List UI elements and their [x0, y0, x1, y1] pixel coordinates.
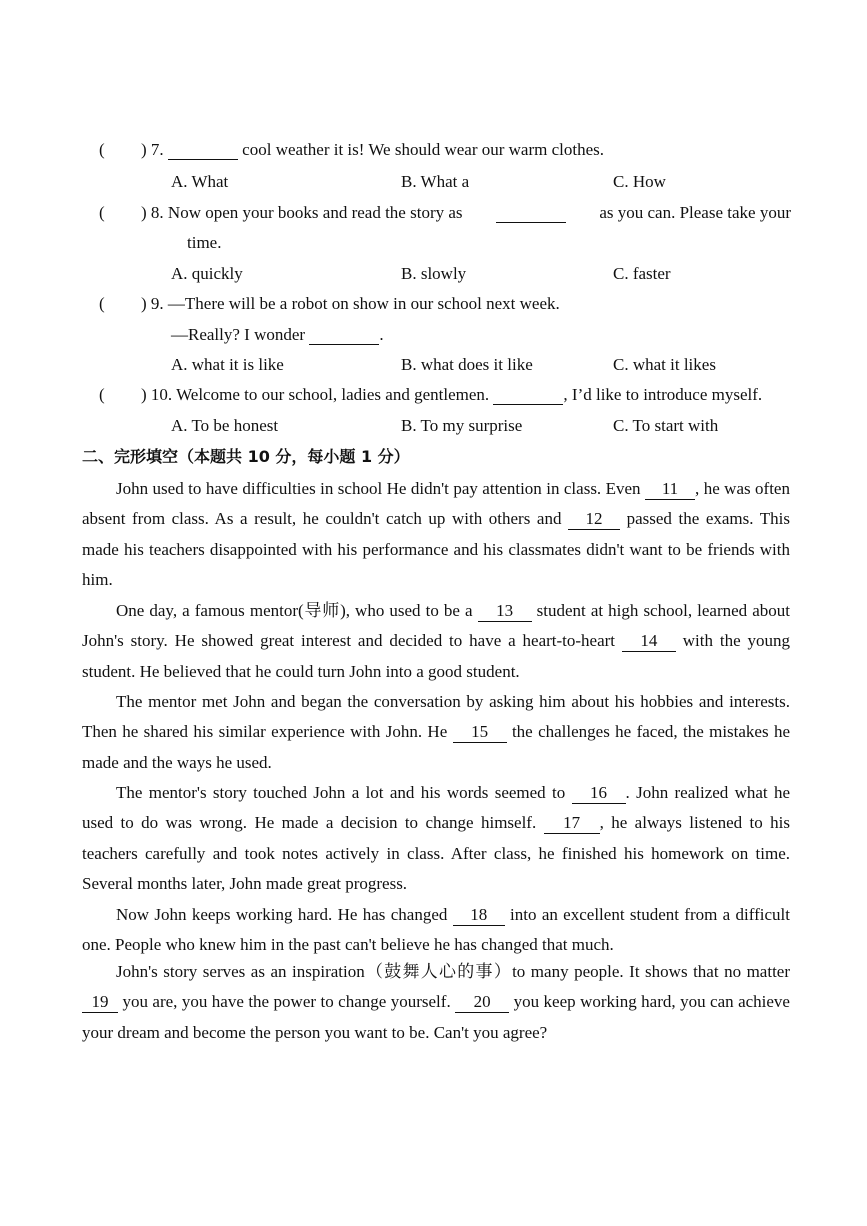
- cloze-blank-16: 16: [572, 783, 626, 804]
- question-8-option-b: B. slowly: [401, 264, 467, 283]
- cloze-blank-14: 14: [622, 631, 676, 652]
- question-10-option-a: A. To be honest: [171, 416, 279, 435]
- question-9-reply: [171, 325, 384, 345]
- passage-text: John's story serves as an inspiration（鼓舞人心的事）to many people. It shows that no matter: [116, 962, 790, 981]
- question-10-option-b: B. To my surprise: [401, 416, 523, 435]
- question-8-text: ) 8. Now open your books and read the story as: [141, 203, 463, 222]
- question-9-option-a: A. what it is like: [171, 355, 284, 374]
- question-7-blank: [168, 141, 238, 160]
- question-7-number: ) 7.: [141, 140, 164, 159]
- answer-paren-10: (: [99, 385, 105, 404]
- cloze-blank-18: 18: [453, 905, 505, 926]
- answer-paren-9: (: [99, 294, 105, 313]
- passage-paragraph-5: [82, 900, 790, 961]
- passage-text: student at high school, learned about John's story. He showed great interest and decided to have a heart-to-heart: [82, 601, 790, 651]
- question-10: [141, 385, 762, 405]
- question-8-option-c: C. faster: [613, 264, 671, 283]
- question-8-option-a: A. quickly: [171, 264, 243, 283]
- passage-paragraph-4: [82, 778, 790, 900]
- passage-text: you are, you have the power to change yourself.: [118, 992, 456, 1012]
- question-9-blank: [309, 326, 379, 345]
- question-8-text-after: as you can. Please take your: [599, 203, 791, 222]
- passage-paragraph-6: [82, 957, 790, 1048]
- answer-paren-7: (: [99, 140, 105, 159]
- question-10-text-after: , I’d like to introduce myself.: [563, 385, 763, 404]
- passage-paragraph-1: [82, 474, 790, 596]
- question-9-period: .: [379, 325, 384, 344]
- question-10-option-c: C. To start with: [613, 416, 719, 435]
- passage-text: One day, a famous mentor(导师), who used to be a: [116, 601, 478, 620]
- passage-text: The mentor met John and began the conversation by asking him about his hobbies and interests. Then he shared his similar experience with John. He: [82, 692, 790, 742]
- passage-paragraph-2: [82, 596, 790, 687]
- question-7: [141, 140, 604, 160]
- question-7-option-c: C. How: [613, 172, 666, 191]
- section-heading: 二、完形填空（本题共 10 分，每小题 1 分）: [82, 447, 410, 466]
- cloze-blank-19: 19: [82, 992, 118, 1013]
- cloze-blank-15: 15: [453, 722, 507, 743]
- cloze-blank-11: 11: [645, 479, 695, 500]
- passage-text: , he always listened to his teachers carefully and took notes actively in class. After class, he finished his homework on time. Several months later, John made great progress.: [82, 813, 790, 894]
- question-9-reply-text: —Really? I wonder: [171, 325, 306, 344]
- passage-paragraph-3: [82, 687, 790, 778]
- cloze-blank-12: 12: [568, 509, 620, 530]
- question-7-option-b: B. What a: [401, 172, 470, 191]
- cloze-blank-17: 17: [544, 813, 600, 834]
- question-7-text: cool weather it is! We should wear our warm clothes.: [237, 140, 604, 159]
- passage-text: the challenges he faced, the mistakes he made and the ways he used.: [82, 722, 790, 772]
- passage-text: The mentor's story touched John a lot and his words seemed to: [116, 783, 572, 802]
- passage-text: Now John keeps working hard. He has changed: [116, 905, 453, 924]
- question-9-option-b: B. what does it like: [401, 355, 533, 374]
- passage-text: into an excellent student from a difficult one. People who knew him in the past can't believe he has changed that much.: [82, 905, 790, 955]
- question-8: [141, 203, 791, 223]
- question-10-blank: [493, 386, 563, 405]
- question-8-blank: [496, 203, 566, 223]
- passage-text: with the young student. He believed that he could turn John into a good student.: [82, 631, 790, 681]
- passage-text: , he was often absent from class. As a result, he couldn't catch up with others and: [82, 479, 790, 529]
- passage-text: . John realized what he used to do was wrong. He made a decision to change himself.: [82, 783, 790, 833]
- passage-text: you keep working hard, you can achieve your dream and become the person you want to be. Can't you agree?: [82, 992, 790, 1042]
- question-7-option-a: A. What: [171, 172, 229, 191]
- passage-text: passed the exams. This made his teachers disappointed with his performance and his classmates didn't want to be friends with him.: [82, 509, 791, 590]
- question-8-continuation: time.: [187, 233, 222, 252]
- cloze-blank-20: 20: [455, 992, 509, 1013]
- answer-paren-8: (: [99, 203, 105, 222]
- question-10-text: ) 10. Welcome to our school, ladies and gentlemen.: [141, 385, 490, 404]
- question-9-text: ) 9. —There will be a robot on show in our school next week.: [141, 294, 560, 313]
- question-9-option-c: C. what it likes: [613, 355, 716, 374]
- cloze-blank-13: 13: [478, 601, 532, 622]
- passage-text: John used to have difficulties in school He didn't pay attention in class. Even: [116, 479, 645, 498]
